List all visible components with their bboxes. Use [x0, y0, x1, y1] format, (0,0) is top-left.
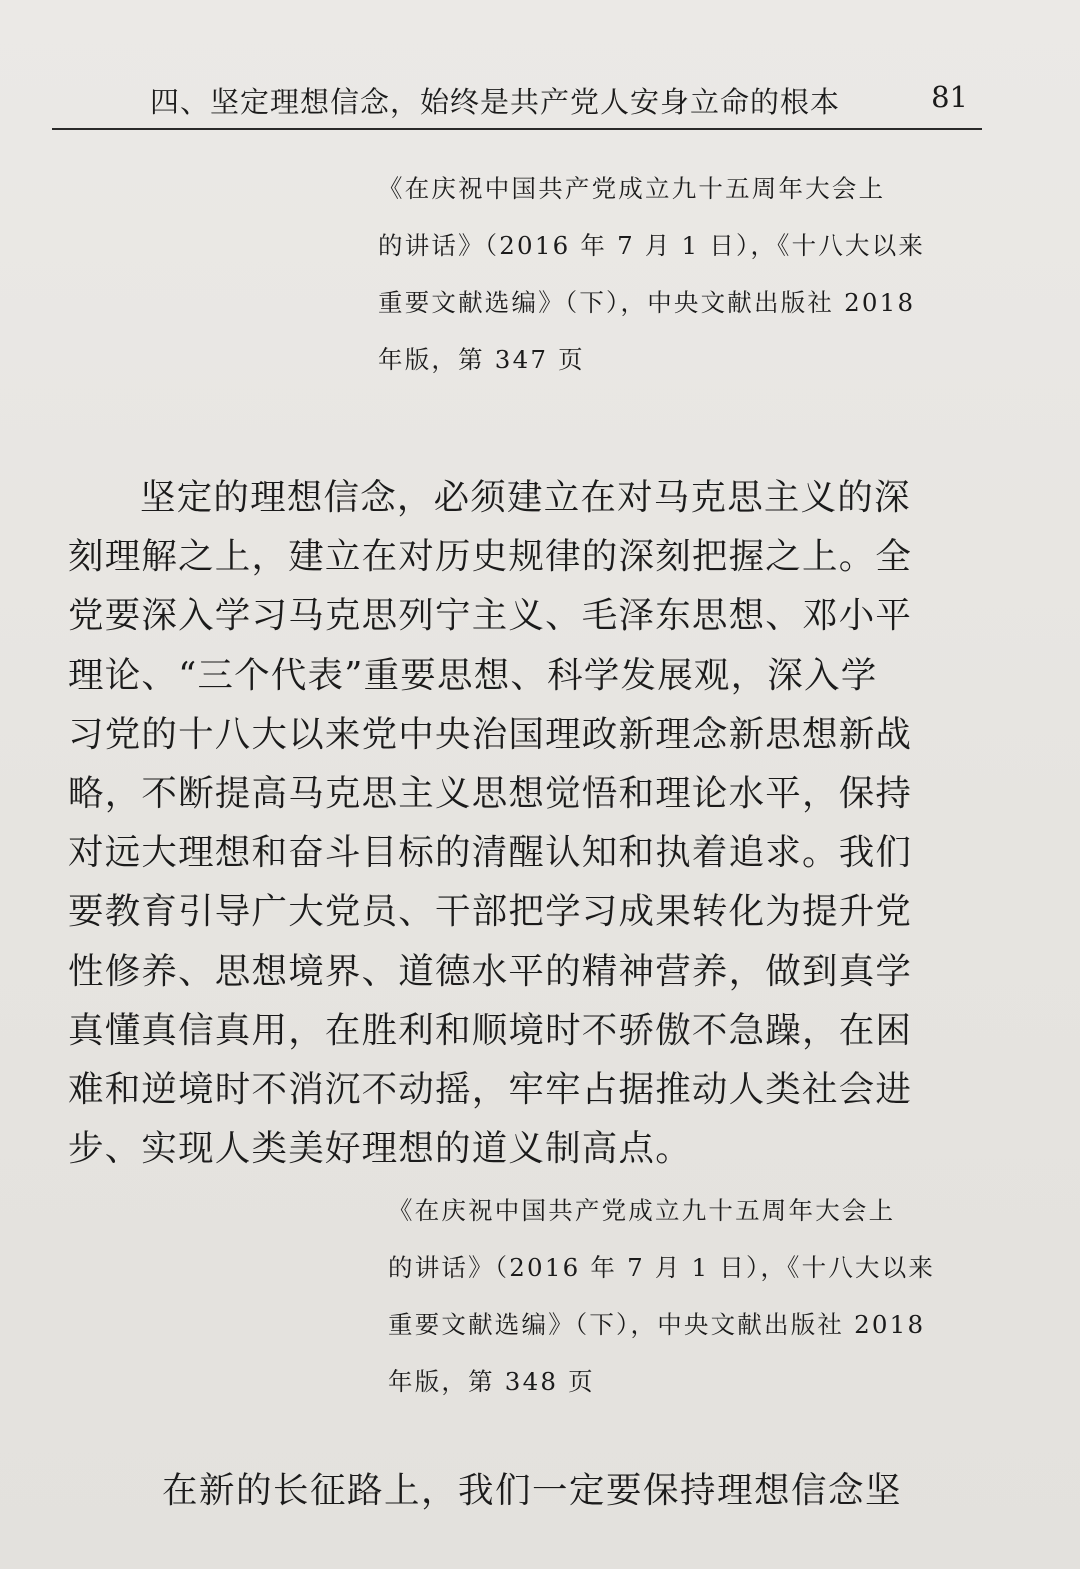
paragraph-line: 党要深入学习马克思列宁主义、毛泽东思想、邓小平	[68, 595, 913, 637]
page-number: 81	[931, 80, 968, 114]
paragraph-line: 性修养、思想境界、道德水平的精神营养，做到真学	[68, 950, 913, 992]
paragraph-line: 略，不断提高马克思主义思想觉悟和理论水平，保持	[68, 772, 913, 814]
citation-line: 《在庆祝中国共产党成立九十五周年大会上	[378, 174, 886, 203]
paragraph-line: 要教育引导广大党员、干部把学习成果转化为提升党	[68, 891, 913, 933]
citation-top	[378, 160, 925, 388]
paragraph-line: 坚定的理想信念，必须建立在对马克思主义的深	[140, 477, 911, 518]
citation-line: 重要文献选编》（下），中央文献出版社 2018	[378, 288, 916, 317]
paragraph-line: 理论、“三个代表”重要思想、科学发展观，深入学	[68, 654, 878, 696]
paragraph-line: 步、实现人类美好理想的道义制高点。	[68, 1128, 692, 1170]
citation-line: 重要文献选编》（下），中央文献出版社 2018	[388, 1310, 926, 1339]
citation-line: 年版，第 348 页	[388, 1367, 595, 1396]
running-head: 四、坚定理想信念，始终是共产党人安身立命的根本	[150, 85, 841, 119]
next-paragraph-line: 在新的长征路上，我们一定要保持理想信念坚	[162, 1470, 903, 1511]
paragraph-line: 对远大理想和奋斗目标的清醒认知和执着追求。我们	[68, 832, 913, 874]
citation-line: 的讲话》（2016 年 7 月 1 日），《十八大以来	[388, 1253, 936, 1282]
header-rule	[52, 128, 982, 130]
citation-line: 年版，第 347 页	[378, 345, 585, 374]
paragraph-line: 难和逆境时不消沉不动摇，牢牢占据推动人类社会进	[68, 1068, 913, 1110]
paragraph-line: 刻理解之上，建立在对历史规律的深刻把握之上。全	[68, 536, 913, 578]
citation-line: 《在庆祝中国共产党成立九十五周年大会上	[388, 1196, 896, 1225]
citation-bottom	[388, 1182, 935, 1410]
paragraph-line: 真懂真信真用，在胜利和顺境时不骄傲不急躁，在困	[68, 1009, 913, 1051]
citation-line: 的讲话》（2016 年 7 月 1 日），《十八大以来	[378, 231, 926, 260]
paragraph-line: 习党的十八大以来党中央治国理政新理念新思想新战	[68, 713, 913, 755]
body-paragraph	[68, 468, 912, 1178]
